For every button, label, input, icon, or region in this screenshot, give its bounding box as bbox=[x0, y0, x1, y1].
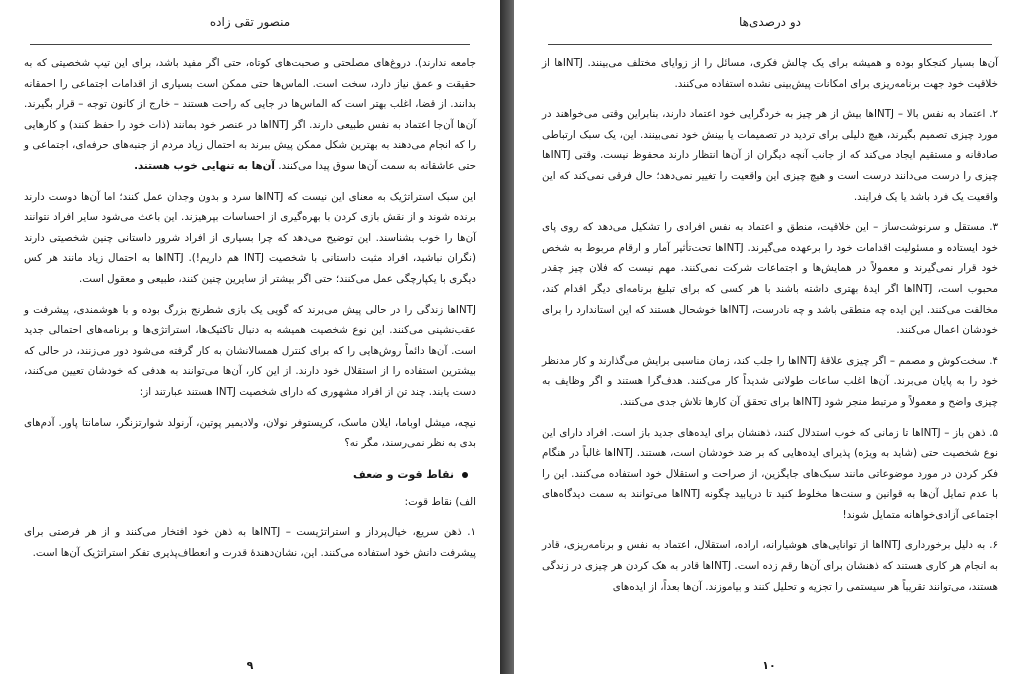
page-number: ۹ bbox=[246, 659, 254, 672]
page-body bbox=[24, 45, 476, 563]
section-heading-text: نقاط قوت و ضعف bbox=[352, 467, 454, 481]
page-header: منصور تقی زاده bbox=[30, 0, 470, 45]
page-header: دو درصدی‌ها bbox=[548, 0, 992, 45]
page-number: ۱۰ bbox=[762, 659, 776, 672]
paragraph: نیچه، میشل اوباما، ایلان ماسک، کریستوفر نولان، ولادیمیر پوتین، آرنولد شوارتزنگر، سامانتا پاور. آدم‌های بدی به نظر نمی‌رسند، مگر نه؟ bbox=[24, 416, 476, 450]
page-body bbox=[542, 45, 998, 597]
paragraph: ۶. به دلیل برخورداری INTJها از توانایی‌های هوشیارانه، اراده، استقلال، اعتماد به نفس و برنامه‌ریزی، قادر به انجام هر کاری هستند که ذهنشان برای آن‌ها رقم زده است. INTJها قادر به هک کردن هر چیزی در زندگی هستند، می‌توانند تقریباً هر سیستمی را تجزیه و تحلیل کنند و بیاموزند. آن‌ها بعداً، از ایده‌های bbox=[542, 539, 998, 593]
paragraph: ۴. سخت‌کوش و مصمم – اگر چیزی علاقۀ INTJها را جلب کند، زمان مناسبی برایش می‌گذارند و کار مدنظر خود را به پایان می‌برند. آن‌ها اغلب ساعات طولانی شدیداً کار می‌کنند. هدف‌گرا هستند و اگر وظایف به چیزی واضح و معمولاً و مرتبط منجر شود INTJها برای تحقق آن کارها تلاش جدی می‌کنند. bbox=[542, 354, 998, 408]
paragraph bbox=[24, 53, 476, 177]
right-page bbox=[514, 0, 1024, 674]
book-gutter bbox=[500, 0, 514, 674]
paragraph: الف) نقاط قوت: bbox=[404, 495, 476, 508]
paragraph: ۲. اعتماد به نفس بالا – INTJها بیش از هر چیز به خردگرایی خود اعتماد دارند، بنابراین وقتی می‌خواهند در مورد چیزی تصمیم بگیرند، هیچ دلیلی برای تردید در تصمیمات یا بینش خود نمی‌بینند. این، یک سبک ارتباطی صادقانه و مستقیم ایجاد می‌کند که از جانب آنچه دیگران از آن‌ها انتظار دارند محفوظ نیست. وقتی INTJها چیزی را درست می‌دانند درست است و هیچ چیزی این واقعیت را تغییر نمی‌دهد؛ حال فرقی نمی‌کند که این واقعیت یک فرد باشد یا یک فرایند. bbox=[542, 108, 999, 203]
bullet-icon bbox=[462, 472, 468, 478]
paragraph: این سبک استراتژیک به معنای این نیست که INTJها سرد و بدون وجدان عمل کنند؛ اما آن‌ها دوست دارند برنده شوند و از نقش بازی کردن با بهره‌گیری از احساسات بپرهیزند. این باعث می‌شود سایر افراد نتوانند آن‌ها را خوب بشناسند. این توضیح می‌دهد که چرا بسیاری از افراد شرور داستانی چنین شخصیتی دارند (نگران نباشید، افراد مثبت داستانی با شخصیت INTJ هم داریم!). INTJها به احتمال زیاد مانند هر کس دیگری با یکپارچگی عمل می‌کنند؛ حتی اگر بیشتر از سایرین چنین کنند، طبیعی و معقول است. bbox=[24, 190, 476, 285]
left-page bbox=[0, 0, 500, 674]
paragraph: ۳. مستقل و سرنوشت‌ساز – این خلاقیت، منطق و اعتماد به نفس افرادی را تشکیل می‌دهد که روی پای خود ایستاده و مسئولیت اقدامات خود را برعهده می‌گیرند. INTJها تحت‌تأثیر آمار و ارقام مربوط به شخص خود قرار نمی‌گیرند و معمولاً در همایش‌ها و اجتماعات شرکت نمی‌کنند. مهم نیست که فلان چیز چقدر محبوب است، INTJها اگر ایدۀ بهتری داشته باشند با هر کسی که برای تبلیغ برنامه‌ای دیگر اقدام کند، مخالفت می‌کنند. این ایده چه منطقی باشد و چه نادرست، INTJها خوشحال هستند که این استاندارد را برای خودشان اعمال می‌کنند. bbox=[542, 221, 998, 337]
paragraph-text: جامعه ندارند). دروغ‌های مصلحتی و صحبت‌های کوتاه، حتی اگر مفید باشد، برای این تیپ شخصیتی که به حقیقت و عمق نیاز دارد، سخت است. الماس‌ها حتی ممکن است بسیاری از اقدامات اجتماعی را احمقانه بدانند. از قضا، اغلب بهتر است که الماس‌ها در جایی که راحت هستند – خارج از کانون توجه – قرار بگیرند. آن‌ها آن‌جا اعتماد به نفس طبیعی دارند. اگر INTJها در عنصر خود بمانند (ذات خود را حفظ کنند) و کارهایی را که انجام می‌دهند به بهترین شکل ممکن پیش ببرند به احتمال زیاد مردم از جنبه‌های حرفه‌ای، اجتماعی و حتی عاشقانه به سمت آن‌ها سوق پیدا می‌کنند. bbox=[24, 57, 476, 172]
paragraph: آن‌ها بسیار کنجکاو بوده و همیشه برای یک چالش فکری، مسائل را از زوایای مختلف می‌بینند. INTJها از خلاقیت خود جهت برنامه‌ریزی برای امکانات پیش‌بینی نشده استفاده می‌کنند. bbox=[542, 57, 998, 90]
paragraph-bold-text: آن‌ها به تنهایی خوب هستند. bbox=[134, 159, 275, 172]
paragraph: INTJها زندگی را در حالی پیش می‌برند که گویی یک بازی شطرنج بزرگ بوده و با هوشمندی، پیشرفت و عقب‌نشینی می‌کنند. این نوع شخصیت همیشه به دنبال تاکتیک‌ها، استراتژی‌ها و برنامه‌های احتمالی جدید است. آن‌ها دائماً روش‌هایی را که برای کنترل همسالانشان به کار گرفته می‌شود دور می‌زنند، در حالی که بیشترین استفاده را از استقلال خود دارند. از این کار، آن‌ها می‌توانند به هدفی که خودشان تعیین می‌کنند، دست یابند. چند تن از افراد مشهوری که دارای شخصیت INTJ هستند عبارتند از: bbox=[24, 303, 476, 398]
paragraph: ۱. ذهن سریع، خیال‌پرداز و استراتژیست – INTJها به ذهن خود افتخار می‌کنند و از هر فرصتی برای پیشرفت دانش خود استفاده می‌کنند. این، نشان‌دهندۀ قدرت و انعطاف‌پذیری تفکر استراتژیک آن‌ها است. bbox=[24, 526, 476, 559]
section-heading bbox=[24, 464, 476, 486]
paragraph: ۵. ذهن باز – INTJها تا زمانی که خوب استدلال کنند، ذهنشان برای ایده‌های جدید باز است. افراد دارای این نوع شخصیت حتی (شاید به ویژه) پذیرای ایده‌هایی که بر ضد خودشان است، هستند. INTJها غالباً در هنگام فکر کردن در مورد موضوعاتی مانند سبک‌های جایگزین، از صراحت و استقلال خود استفاده می‌کنند. این را با عدم تمایل آن‌ها به قوانین و سنت‌ها مخلوط کنید تا دریابید چگونه INTJها می‌توانند به سمت دیدگاه‌های اجتماعی آزادی‌خواهانه متمایل شوند! bbox=[542, 426, 999, 521]
